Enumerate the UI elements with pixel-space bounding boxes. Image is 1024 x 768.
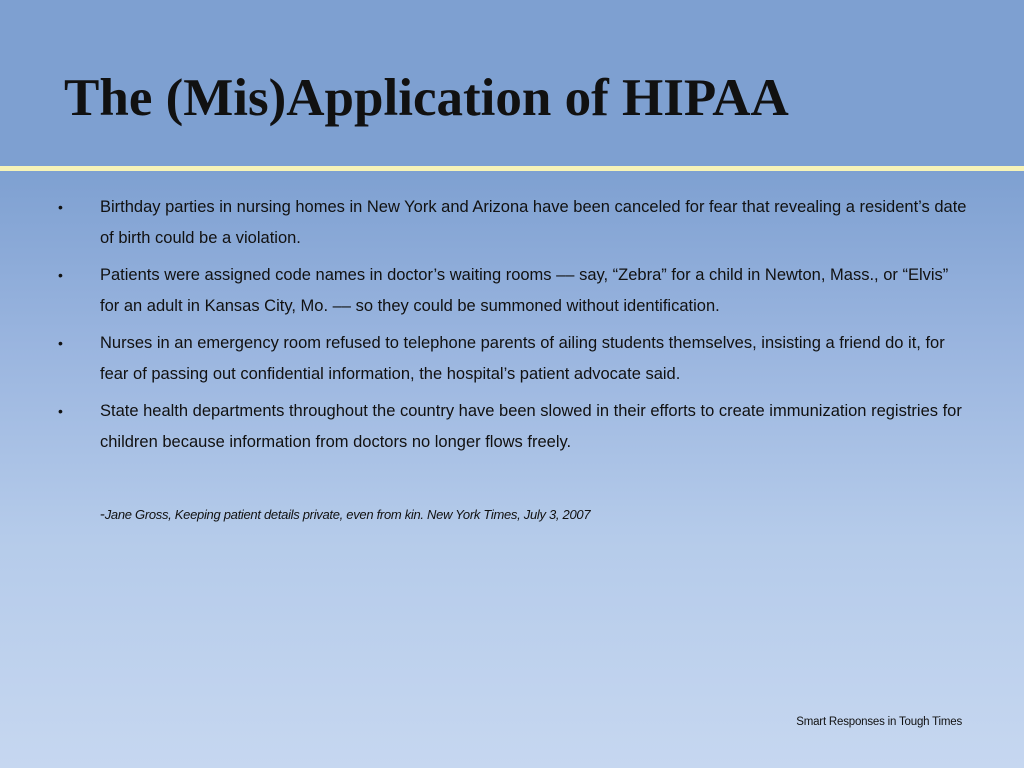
- citation-dash: -: [100, 506, 105, 523]
- bullet-marker: •: [58, 403, 63, 419]
- title-divider: [0, 166, 1024, 171]
- bullet-item: [58, 396, 968, 457]
- bullet-text: Patients were assigned code names in doctor’s waiting rooms –– say, “Zebra” for a child in Newton, Mass., or “Elvis” for an adult in Kansas City, Mo. –– so they could be summoned without identification.: [100, 266, 949, 315]
- footer-text: Smart Responses in Tough Times: [796, 716, 962, 728]
- bullet-text: Birthday parties in nursing homes in New York and Arizona have been canceled for fear that revealing a resident’s date of birth could be a violation.: [100, 198, 967, 247]
- title-bar: [0, 0, 1024, 166]
- slide-title: The (Mis)Application of HIPAA: [64, 69, 789, 127]
- bullet-marker: •: [58, 335, 63, 351]
- bullet-text: State health departments throughout the country have been slowed in their efforts to create immunization registries for children because information from doctors no longer flows freely.: [100, 402, 962, 451]
- citation-text: Jane Gross, Keeping patient details private, even from kin. New York Times, July 3, 2007: [104, 507, 591, 522]
- bullet-text: Nurses in an emergency room refused to telephone parents of ailing students themselves, insisting a friend do it, for fear of passing out confidential information, the hospital’s patient advocate said.: [100, 334, 945, 383]
- bullet-list: [58, 192, 968, 464]
- bullet-item: [58, 260, 968, 321]
- bullet-marker: •: [58, 199, 63, 215]
- bullet-item: [58, 328, 968, 389]
- bullet-item: [58, 192, 968, 253]
- bullet-marker: •: [58, 267, 63, 283]
- citation: [100, 504, 590, 526]
